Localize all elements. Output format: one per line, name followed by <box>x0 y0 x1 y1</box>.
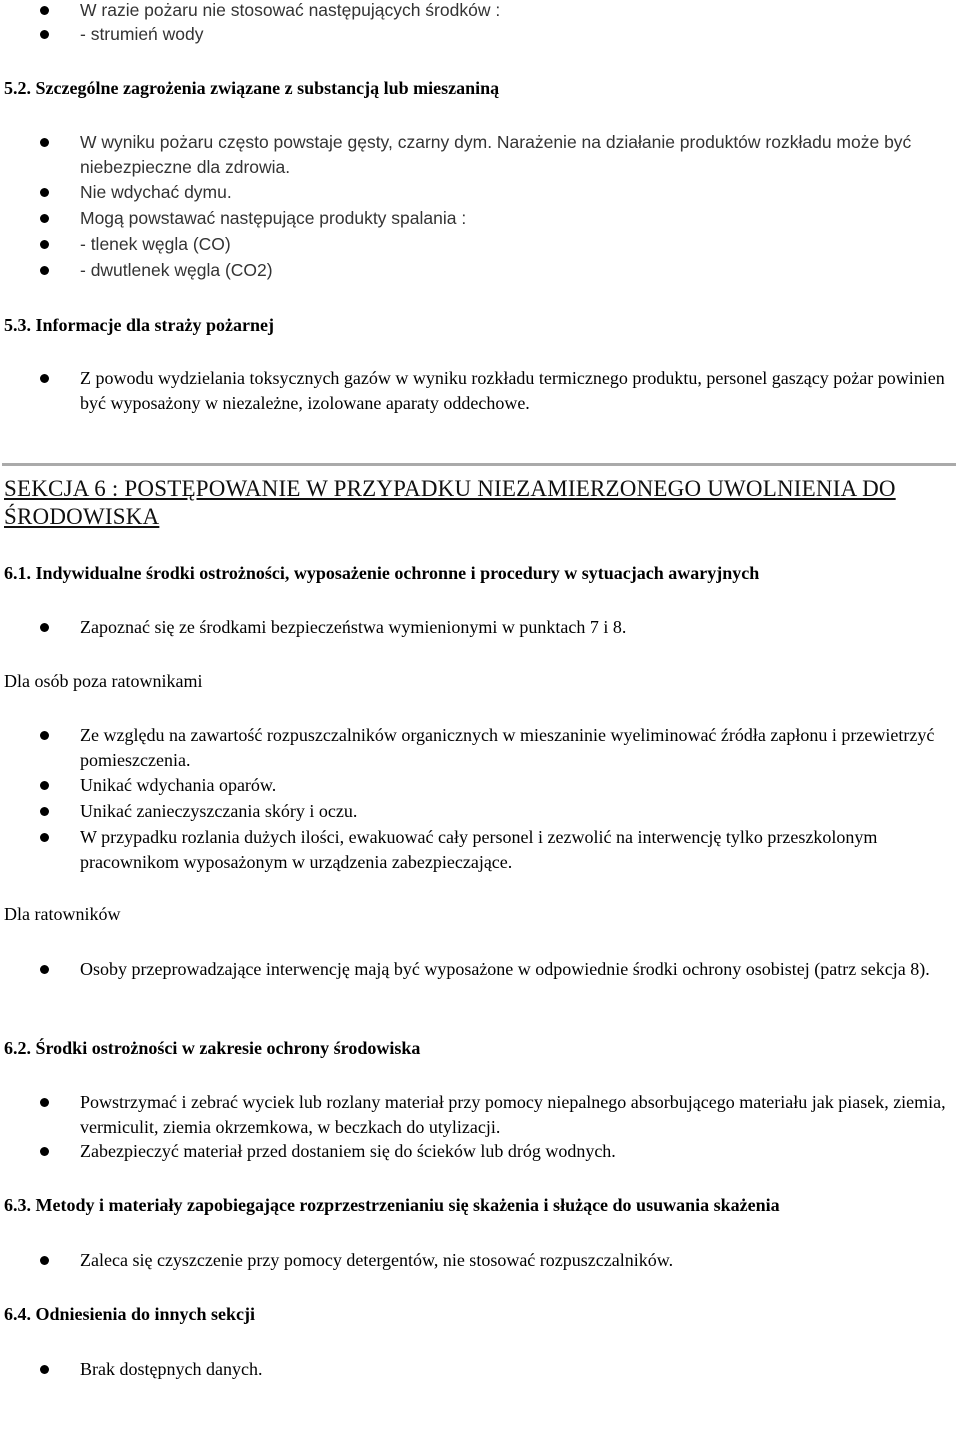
list-item: - strumień wody <box>80 22 955 47</box>
list-item: Brak dostępnych danych. <box>80 1357 955 1382</box>
bullet-icon <box>40 807 49 816</box>
bullet-icon <box>40 781 49 790</box>
list-item: Ze względu na zawartość rozpuszczalników organicznych w mieszaninie wyeliminować źródła zapłonu i przewietrzyć pomieszczenia. <box>80 723 955 772</box>
list-item: Nie wdychać dymu. <box>80 180 955 205</box>
list-item: Unikać zanieczyszczania skóry i oczu. <box>80 799 955 824</box>
list-item: Osoby przeprowadzające interwencję mają być wyposażone w odpowiednie środki ochrony osobistej (patrz sekcja 8). <box>80 957 955 982</box>
subsection-heading-6-3: 6.3. Metody i materiały zapobiegające rozprzestrzenianiu się skażenia i służące do usuwania skażenia <box>4 1195 780 1215</box>
list-item: Zabezpieczyć materiał przed dostaniem się do ścieków lub dróg wodnych. <box>80 1139 955 1164</box>
bullet-icon <box>40 1147 49 1156</box>
list-item: W wyniku pożaru często powstaje gęsty, czarny dym. Narażenie na działanie produktów rozkładu może być niebezpieczne dla zdrowia. <box>80 130 955 179</box>
bullet-icon <box>40 1256 49 1265</box>
list-item: Zapoznać się ze środkami bezpieczeństwa wymienionymi w punktach 7 i 8. <box>80 615 955 640</box>
bullet-icon <box>40 138 49 147</box>
bullet-icon <box>40 1098 49 1107</box>
subsection-heading-6-2: 6.2. Środki ostrożności w zakresie ochrony środowiska <box>4 1038 421 1058</box>
list-item: Z powodu wydzielania toksycznych gazów w wyniku rozkładu termicznego produktu, personel gaszący pożar powinien być wyposażony w niezależne, izolowane aparaty oddechowe. <box>80 366 955 415</box>
bullet-icon <box>40 833 49 842</box>
section-divider <box>2 463 956 466</box>
list-item: Powstrzymać i zebrać wyciek lub rozlany materiał przy pomocy niepalnego absorbującego materiału jak piasek, ziemia, vermiculit, ziemia okrzemkowa, w beczkach do utylizacji. <box>80 1090 955 1139</box>
bullet-icon <box>40 188 49 197</box>
list-item: - dwutlenek węgla (CO2) <box>80 258 955 283</box>
subsection-heading-6-1: 6.1. Indywidualne środki ostrożności, wyposażenie ochronne i procedury w sytuacjach awaryjnych <box>4 563 760 583</box>
list-item: Zaleca się czyszczenie przy pomocy detergentów, nie stosować rozpuszczalników. <box>80 1248 955 1273</box>
bullet-icon <box>40 240 49 249</box>
subsection-heading-5-3: 5.3. Informacje dla straży pożarnej <box>4 315 274 335</box>
bullet-icon <box>40 965 49 974</box>
subheading-non-emergency: Dla osób poza ratownikami <box>4 671 203 691</box>
bullet-icon <box>40 374 49 383</box>
subheading-responders: Dla ratowników <box>4 904 121 924</box>
list-item: Mogą powstawać następujące produkty spalania : <box>80 206 955 231</box>
bullet-icon <box>40 266 49 275</box>
subsection-heading-5-2: 5.2. Szczególne zagrożenia związane z substancją lub mieszaniną <box>4 78 500 98</box>
bullet-icon <box>40 214 49 223</box>
list-item: W razie pożaru nie stosować następujących środków : <box>80 0 955 23</box>
bullet-icon <box>40 1365 49 1374</box>
bullet-icon <box>40 6 49 15</box>
list-item: W przypadku rozlania dużych ilości, ewakuować cały personel i zezwolić na interwencję tylko przeszkolonym pracownikom wyposażonym w urządzenia zabezpieczające. <box>80 825 955 874</box>
list-item: - tlenek węgla (CO) <box>80 232 955 257</box>
bullet-icon <box>40 30 49 39</box>
section-title: SEKCJA 6 : POSTĘPOWANIE W PRZYPADKU NIEZAMIERZONEGO UWOLNIENIA DO ŚRODOWISKA <box>4 476 896 529</box>
bullet-icon <box>40 623 49 632</box>
subsection-heading-6-4: 6.4. Odniesienia do innych sekcji <box>4 1304 256 1324</box>
list-item: Unikać wdychania oparów. <box>80 773 955 798</box>
bullet-icon <box>40 731 49 740</box>
